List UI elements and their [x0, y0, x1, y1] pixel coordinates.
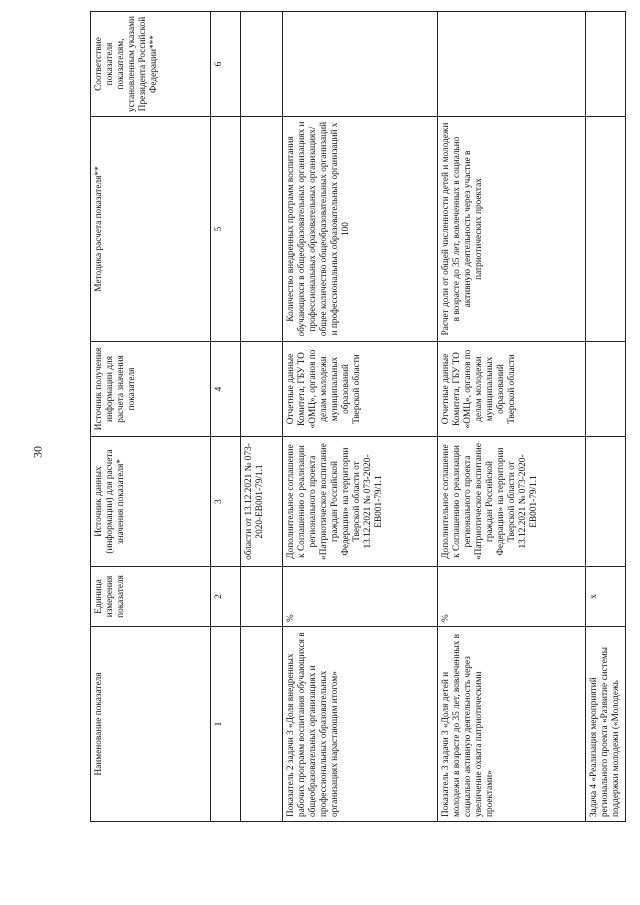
compliance [283, 12, 438, 117]
table-row [283, 12, 438, 822]
data-source: Дополнительное соглашение к Соглашению о реализации регионального проекта «Патриотическое воспитание граждан Российской Федерации» на территории Тверской области от 13.12.2021 № 073-2020-ЕВ001-79/1.1 [283, 437, 438, 567]
data-source: области от 13.12.2021 № 073-2020-ЕВ001-79/1.1 [241, 437, 283, 567]
compliance [438, 12, 586, 117]
header-unit: Единица измерения показателя [91, 567, 211, 627]
compliance [586, 12, 626, 117]
method [586, 117, 626, 342]
column-number: 4 [211, 342, 241, 437]
info-source: Отчетные данные Комитета, ГБУ ТО «ОМЦ», органов по делам молодежи муниципальных образований Тверской области [283, 342, 438, 437]
header-compliance: Соответствие показателя показателям, установленным указами Президента Российской Федерации*** [91, 12, 211, 117]
data-source [586, 437, 626, 567]
info-source: Отчетные данные Комитета, ГБУ ТО «ОМЦ», органов по делам молодежи муниципальных образований Тверской области [438, 342, 586, 437]
column-number: 3 [211, 437, 241, 567]
indicators-table [90, 11, 626, 822]
info-source [241, 342, 283, 437]
table-row [586, 12, 626, 822]
column-number: 1 [211, 627, 241, 822]
indicator-name: Показатель 2 задачи 3 «Доля внедренных рабочих программ воспитания обучающихся в общеобразовательных организациях и профессиональных образовательных организациях нарастающим итогом» [283, 627, 438, 822]
header-method: Методика расчета показателя** [91, 117, 211, 342]
unit: % [283, 567, 438, 627]
header-indicator-name: Наименование показателя [91, 627, 211, 822]
rotated-page [90, 12, 620, 822]
method [241, 117, 283, 342]
data-source: Дополнительное соглашение к Соглашению о реализации регионального проекта «Патриотическое воспитание граждан Российской Федерации» на территории Тверской области от 13.12.2021 № 073-2020-ЕВ001-79/1.1 [438, 437, 586, 567]
table-header-row [91, 12, 211, 822]
table-row [241, 12, 283, 822]
header-data-source: Источник данных (информации) для расчета значения показателя* [91, 437, 211, 567]
indicator-name: Показатель 3 задачи 3 «Доля детей и молодежи в возрасте до 35 лет, вовлеченных в социально активную деятельность через увеличение охвата патриотическими проектами» [438, 627, 586, 822]
column-number: 2 [211, 567, 241, 627]
info-source [586, 342, 626, 437]
column-number: 5 [211, 117, 241, 342]
table-row [438, 12, 586, 822]
unit: % [438, 567, 586, 627]
header-info-source: Источник получения информации для расчета значения показателя [91, 342, 211, 437]
unit: х [586, 567, 626, 627]
page-number: 30 [30, 446, 45, 458]
compliance [241, 12, 283, 117]
indicator-name: Задача 4 «Реализация мероприятий регионального проекта «Развитие системы поддержки молодежи («Молодежь [586, 627, 626, 822]
method: Расчет доли от общей численности детей и молодежи в возрасте до 35 лет, вовлеченных в социально активную деятельность через участие в патриотических проектах [438, 117, 586, 342]
unit [241, 567, 283, 627]
column-number: 6 [211, 12, 241, 117]
method: Количество внедренных программ воспитания обучающихся в общеобразовательных организациях и профессиональных образовательных организациях/общее количество общеобразовательных организаций и профессиональных образовательных организаций х 100 [283, 117, 438, 342]
column-number-row [211, 12, 241, 822]
indicator-name [241, 627, 283, 822]
